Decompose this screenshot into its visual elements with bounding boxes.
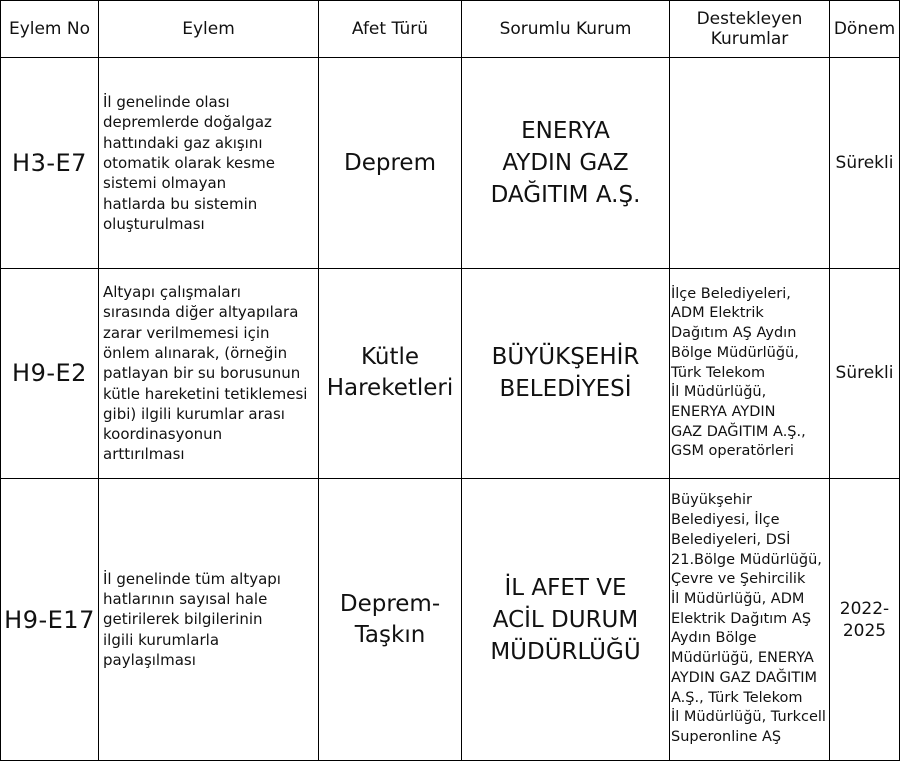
disaster-type: Deprem- Taşkın [319, 479, 462, 761]
table-row [1, 268, 900, 478]
action-description: Altyapı çalışmaları sırasında diğer altyapılara zarar verilmemesi için önlem alınarak, (örneğin patlayan bir su borusunun kütle hareketini tetiklemesi gibi) ilgili kurumlar arası koordinasyonun arttırılması [99, 268, 319, 478]
action-code: H9-E17 [1, 479, 99, 761]
header-eylem: Eylem [99, 1, 319, 58]
supporting-institutions: İlçe Belediyeleri, ADM Elektrik Dağıtım AŞ Aydın Bölge Müdürlüğü, Türk Telekom İl Müdürlüğü, ENERYA AYDIN GAZ DAĞITIM A.Ş., GSM operatörleri [670, 268, 830, 478]
table-row [1, 479, 900, 761]
table-row [1, 58, 900, 268]
responsible-institution: İL AFET VE ACİL DURUM MÜDÜRLÜĞÜ [462, 479, 670, 761]
disaster-type: Kütle Hareketleri [319, 268, 462, 478]
period: Sürekli [830, 268, 900, 478]
header-sorumlu-kurum: Sorumlu Kurum [462, 1, 670, 58]
header-afet-turu: Afet Türü [319, 1, 462, 58]
period: 2022- 2025 [830, 479, 900, 761]
action-description: İl genelinde olası depremlerde doğalgaz hattındaki gaz akışını otomatik olarak kesme sistemi olmayan hatlarda bu sistemin oluşturulması [99, 58, 319, 268]
responsible-institution: ENERYA AYDIN GAZ DAĞITIM A.Ş. [462, 58, 670, 268]
action-description: İl genelinde tüm altyapı hatlarının sayısal hale getirilerek bilgilerinin ilgili kurumlarla paylaşılması [99, 479, 319, 761]
header-row [1, 1, 900, 58]
period: Sürekli [830, 58, 900, 268]
header-donem: Dönem [830, 1, 900, 58]
action-code: H9-E2 [1, 268, 99, 478]
responsible-institution: BÜYÜKŞEHİR BELEDİYESİ [462, 268, 670, 478]
supporting-institutions [670, 58, 830, 268]
header-eylem-no: Eylem No [1, 1, 99, 58]
header-destekleyen-kurumlar: Destekleyen Kurumlar [670, 1, 830, 58]
disaster-type: Deprem [319, 58, 462, 268]
action-code: H3-E7 [1, 58, 99, 268]
supporting-institutions: Büyükşehir Belediyesi, İlçe Belediyeleri, DSİ 21.Bölge Müdürlüğü, Çevre ve Şehircilik İl Müdürlüğü, ADM Elektrik Dağıtım AŞ Aydın Bölge Müdürlüğü, ENERYA AYDIN GAZ DAĞITIM A.Ş., Türk Telekom İl Müdürlüğü, Turkcell Superonline AŞ [670, 479, 830, 761]
